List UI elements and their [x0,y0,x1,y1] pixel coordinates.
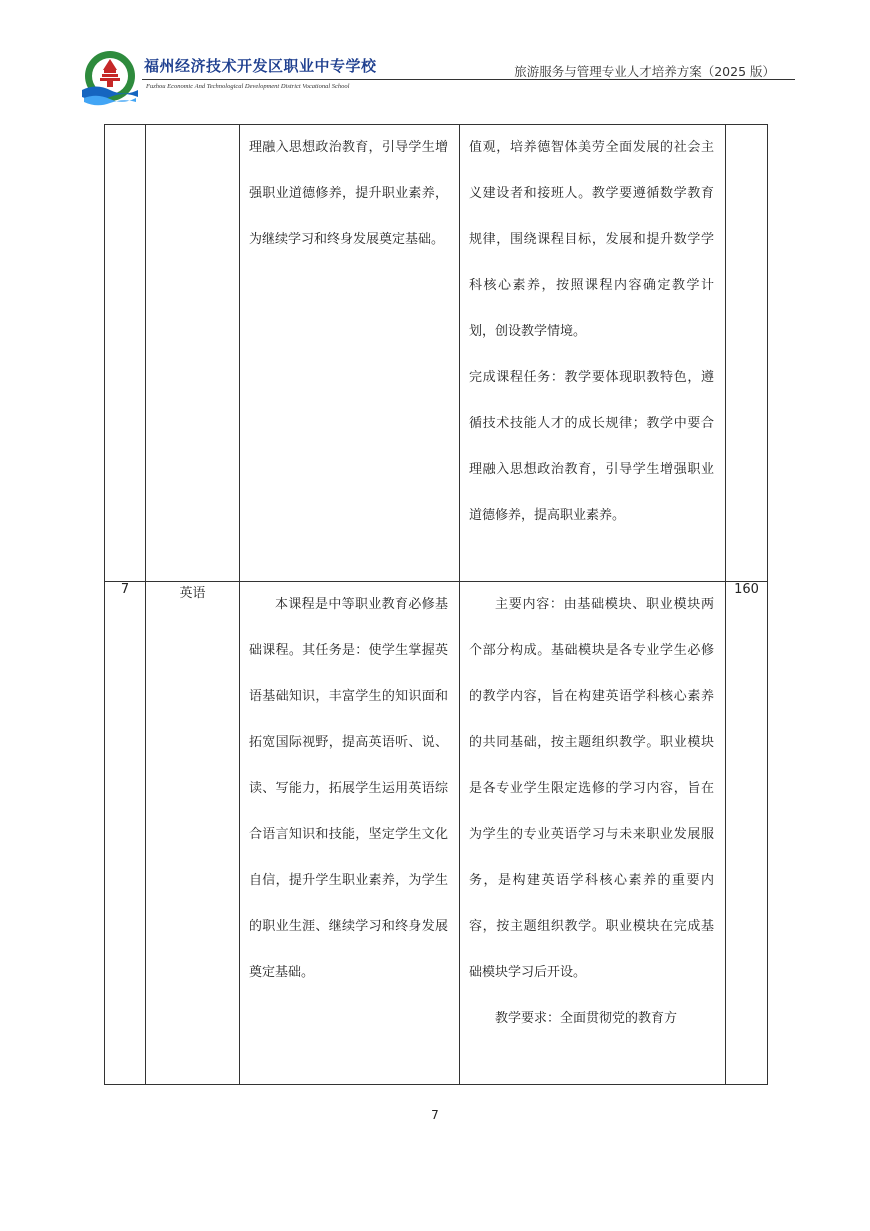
course-content-cell [460,582,726,1085]
course-name-cell: 英语 [146,582,240,1085]
table-row [105,582,768,1085]
content-paragraph: 主要内容：由基础模块、职业模块两个部分构成。基础模块是各专业学生必修的教学内容，旨在构建英语学科核心素养的共同基础，按主题组织教学。职业模块是各专业学生限定选修的学习内容，旨在为学生的专业英语学习与未来职业发展服务，是构建英语学科核心素养的重要内容，按主题组织教学。职业模块在完成基础模块学习后开设。 [469,597,714,980]
table-row [105,125,768,582]
content-paragraph: 完成课程任务：教学要体现职教特色，遵循技术技能人才的成长规律；教学中要合理融入思想政治教育，引导学生增强职业道德修养，提高职业素养。 [469,370,714,523]
school-name-en: Fuzhou Economic And Technological Development District Vocational School [146,83,350,90]
page-number: 7 [431,1108,439,1122]
objective-text: 本课程是中等职业教育必修基础课程。其任务是：使学生掌握英语基础知识，丰富学生的知识面和拓宽国际视野，提高英语听、说、读、写能力，拓展学生运用英语综合语言知识和技能，坚定学生文化自信，提升学生职业素养，为学生的职业生涯、继续学习和终身发展奠定基础。 [249,597,448,980]
school-name-cn: 福州经济技术开发区职业中专学校 [144,57,377,75]
objective-text: 理融入思想政治教育，引导学生增强职业道德修养，提升职业素养，为继续学习和终身发展奠定基础。 [249,140,448,247]
row-number-cell: 7 [105,582,146,1085]
page-header [80,48,795,106]
content-paragraph: 教学要求：全面贯彻党的教育方 [495,1011,678,1026]
course-name-cell [146,125,240,582]
course-objective-cell [240,125,460,582]
hours-cell [726,125,768,582]
content-paragraph: 值观，培养德智体美劳全面发展的社会主义建设者和接班人。教学要遵循数学教育规律，围绕课程目标，发展和提升数学学科核心素养，按照课程内容确定教学计划，创设教学情境。 [469,140,714,339]
row-number-cell [105,125,146,582]
document-title: 旅游服务与管理专业人才培养方案（2025 版） [514,64,775,79]
course-content-cell [460,125,726,582]
course-objective-cell [240,582,460,1085]
school-emblem-icon [80,50,140,106]
hours-cell: 160 [726,582,768,1085]
course-table [104,124,768,1085]
